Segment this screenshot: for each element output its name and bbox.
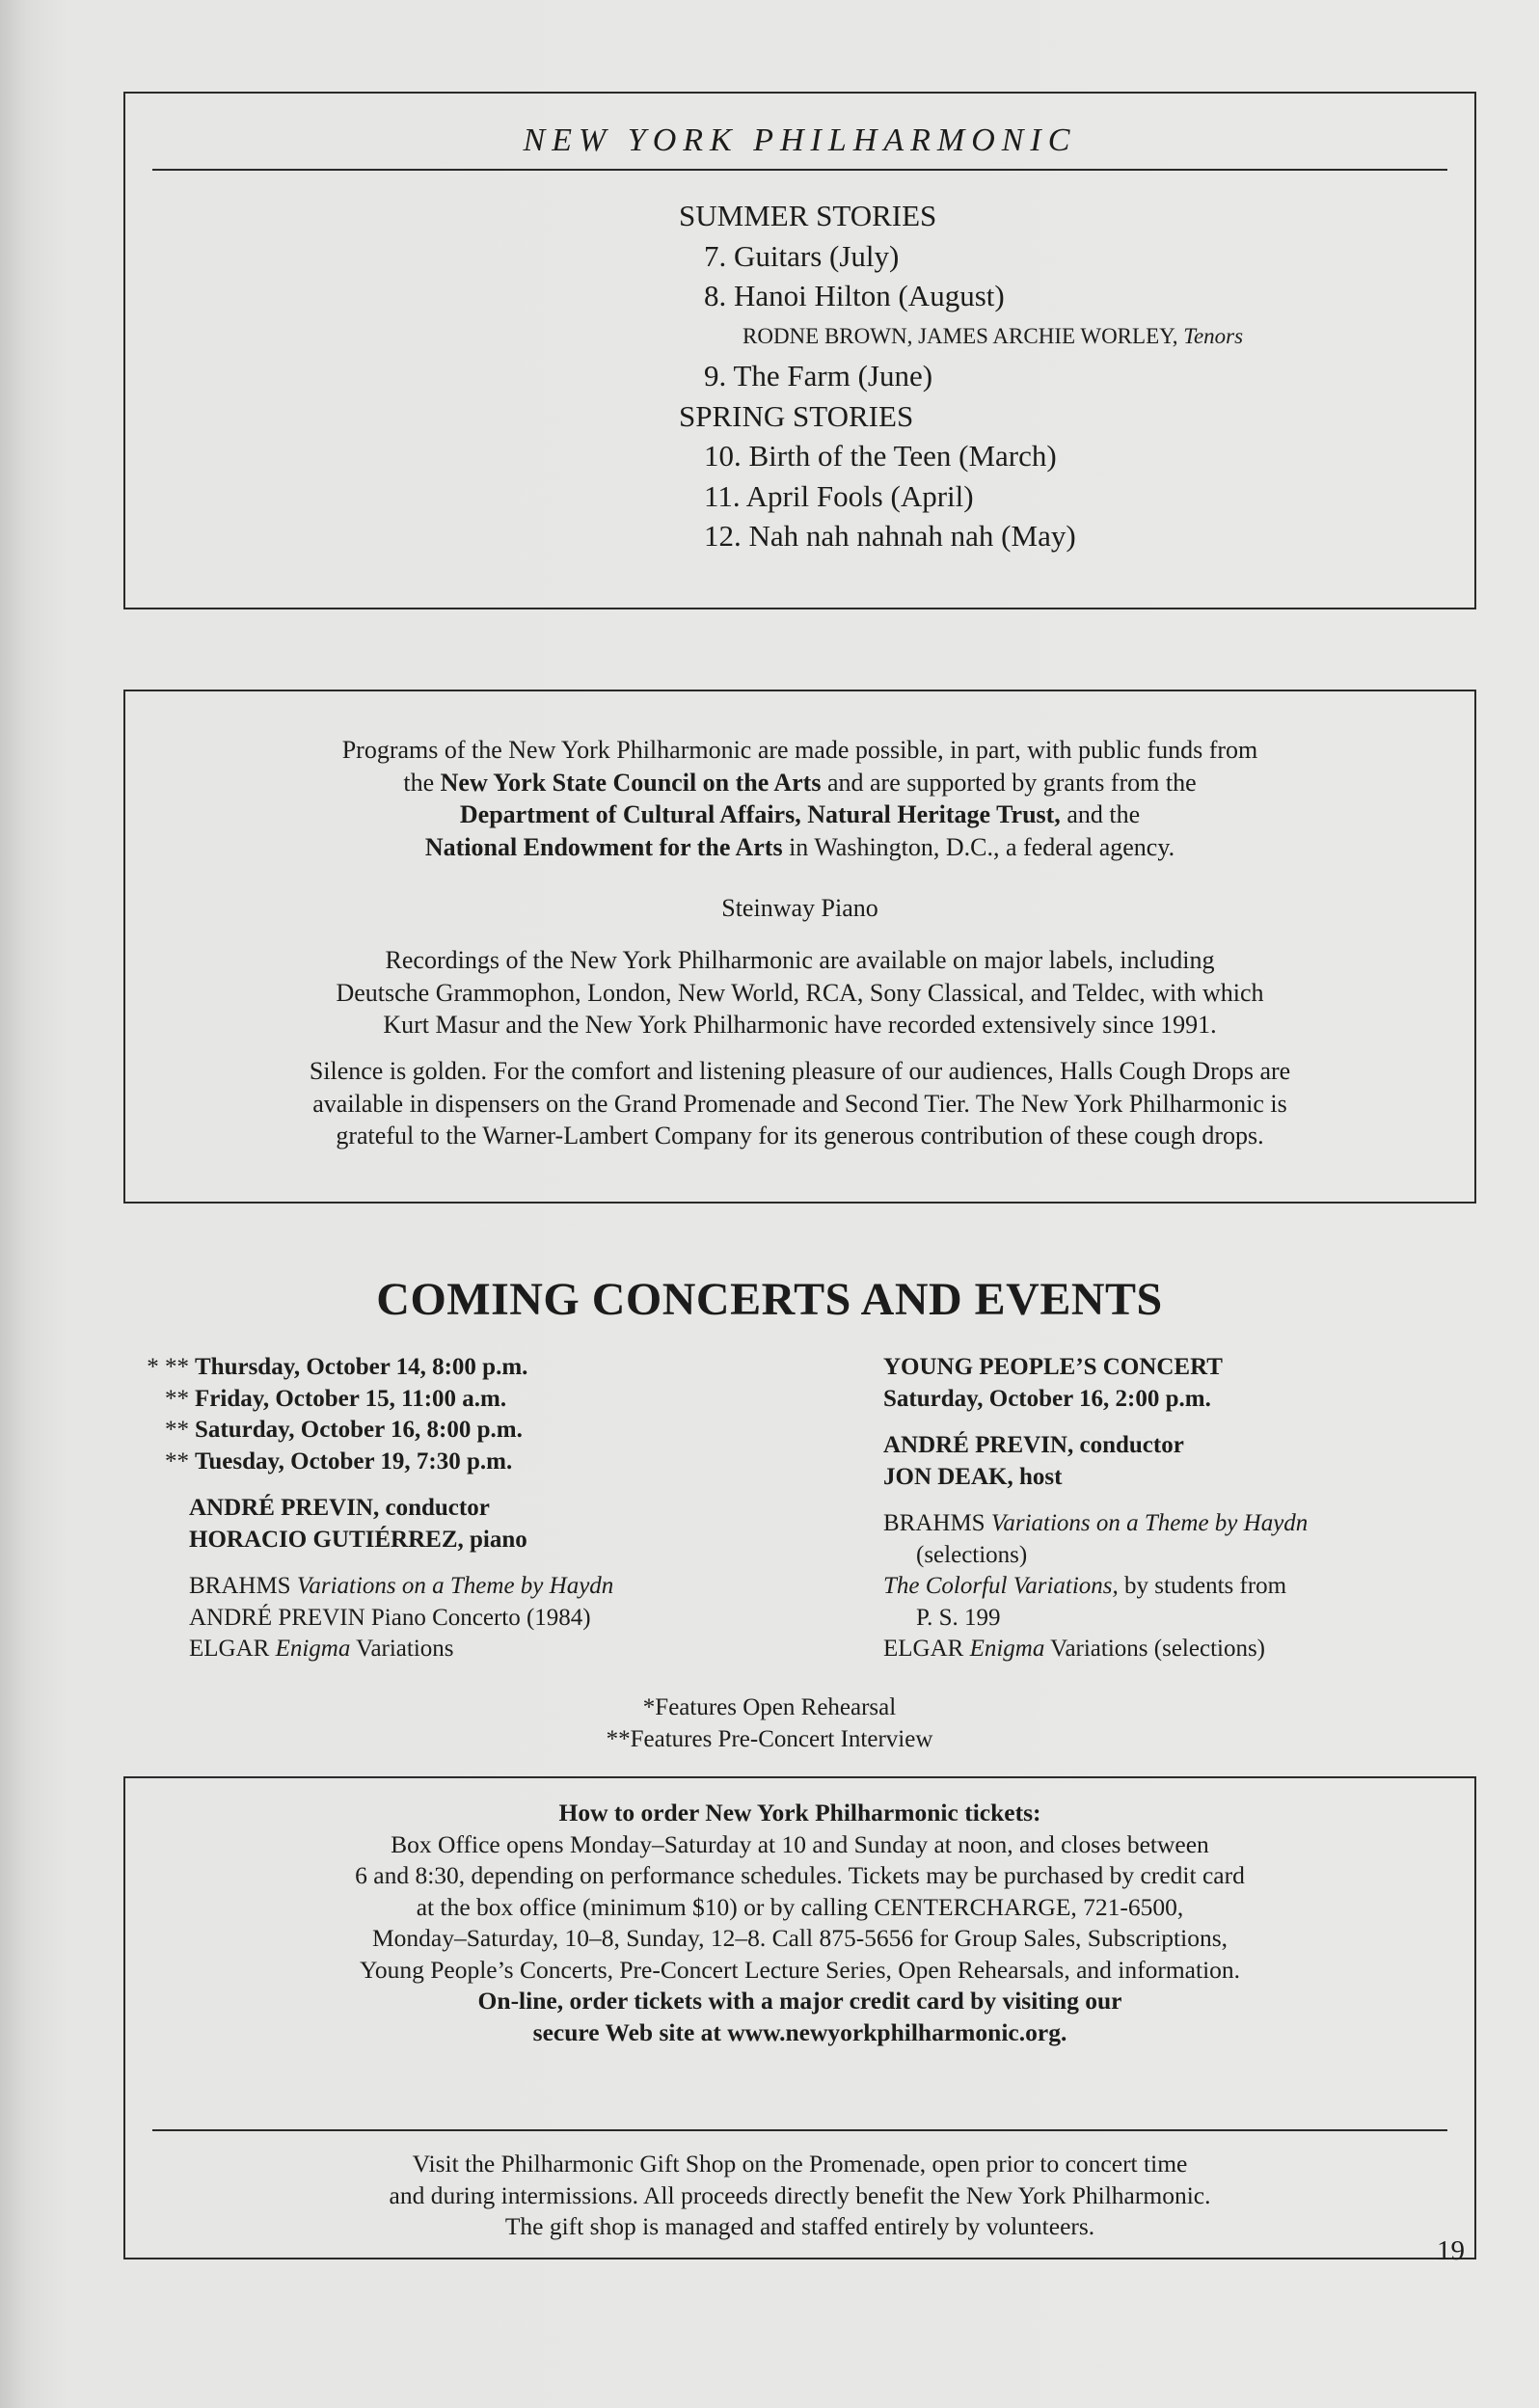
concert-footnotes — [0, 1692, 1539, 1755]
concert-date: ** Friday, October 15, 11:00 a.m. — [165, 1385, 507, 1412]
program-line: ELGAR Enigma Variations — [189, 1636, 454, 1662]
silence-line: grateful to the Warner-Lambert Company for its generous contribution of these cough drops. — [336, 1122, 1264, 1150]
heading-rule — [152, 169, 1447, 171]
tickets-title: How to order New York Philharmonic tickets: — [558, 1799, 1041, 1826]
online-line: secure Web site at www.newyorkphilharmonic.org. — [532, 2017, 1067, 2046]
silence-line: Silence is golden. For the comfort and listening pleasure of our audiences, Halls Cough Drops are — [309, 1057, 1291, 1085]
concert-date: ** Tuesday, October 19, 7:30 p.m. — [165, 1448, 513, 1475]
event-date: Saturday, October 16, 2:00 p.m. — [883, 1385, 1211, 1412]
concert-listing-right — [883, 1352, 1462, 1665]
performers-role: Tenors — [1183, 323, 1244, 348]
performers-names: RODNE BROWN, JAMES ARCHIE WORLEY, — [742, 323, 1178, 348]
funding-paragraph — [164, 734, 1436, 863]
artist-line: ANDRÉ PREVIN, conductor — [189, 1495, 490, 1521]
recordings-line: Recordings of the New York Philharmonic are available on major labels, including — [385, 946, 1215, 974]
list-item: SPRING STORIES — [679, 398, 914, 433]
coming-concerts-title: COMING CONCERTS AND EVENTS — [376, 1274, 1163, 1325]
performers-line — [679, 316, 1450, 357]
footnote: **Features Pre-Concert Interview — [606, 1725, 933, 1752]
gift-shop-section — [154, 2149, 1445, 2243]
event-name: YOUNG PEOPLE’S CONCERT — [883, 1354, 1223, 1380]
recordings-line: Deutsche Grammophon, London, New World, RCA, Sony Classical, and Teldec, with which — [336, 978, 1264, 1007]
recordings-line: Kurt Masur and the New York Philharmonic have recorded extensively since 1991. — [383, 1011, 1217, 1039]
list-item: 11. April Fools (April) — [704, 478, 974, 513]
silence-paragraph — [164, 1055, 1436, 1152]
concert-date: * ** Thursday, October 14, 8:00 p.m. — [147, 1354, 528, 1380]
tickets-line: Young People’s Concerts, Pre-Concert Lecture Series, Open Rehearsals, and information. — [359, 1955, 1241, 1984]
program-line: P. S. 199 — [916, 1604, 1001, 1631]
tickets-divider — [152, 2129, 1447, 2131]
program-line: ELGAR Enigma Variations (selections) — [883, 1636, 1266, 1662]
tickets-section — [154, 1798, 1445, 2048]
concert-date: ** Saturday, October 16, 8:00 p.m. — [165, 1417, 523, 1443]
funding-line: Department of Cultural Affairs, Natural Heritage Trust, and the — [459, 800, 1141, 828]
page-number: 19 — [1437, 2235, 1465, 2266]
funding-line: National Endowment for the Arts in Washington, D.C., a federal agency. — [424, 832, 1175, 861]
list-item: 12. Nah nah nahnah nah (May) — [704, 519, 1076, 553]
recordings-paragraph — [164, 944, 1436, 1042]
funding-line: Programs of the New York Philharmonic are made possible, in part, with public funds from — [341, 736, 1258, 764]
program-line: The Colorful Variations, by students from — [883, 1573, 1287, 1599]
gift-line: The gift shop is managed and staffed entirely by volunteers. — [504, 2212, 1095, 2240]
tickets-line: Box Office opens Monday–Saturday at 10 and Sunday at noon, and closes between — [391, 1829, 1209, 1858]
list-item: 7. Guitars (July) — [704, 238, 900, 273]
online-line: On-line, order tickets with a major credit card by visiting our — [477, 1987, 1122, 2015]
list-item: 8. Hanoi Hilton (August) — [704, 279, 1005, 312]
program-line: ANDRÉ PREVIN Piano Concerto (1984) — [189, 1604, 591, 1631]
list-item: 10. Birth of the Teen (March) — [704, 439, 1057, 473]
series-box — [123, 92, 1476, 609]
program-line: BRAHMS Variations on a Theme by Haydn — [189, 1573, 614, 1599]
artist-line: HORACIO GUTIÉRREZ, piano — [189, 1526, 527, 1553]
sponsors-box — [123, 690, 1476, 1204]
footnote: *Features Open Rehearsal — [642, 1694, 897, 1720]
tickets-line: 6 and 8:30, depending on performance schedules. Tickets may be purchased by credit card — [355, 1861, 1245, 1889]
gift-line: Visit the Philharmonic Gift Shop on the Promenade, open prior to concert time — [412, 2150, 1188, 2178]
list-item: SUMMER STORIES — [679, 199, 937, 232]
stories-list — [679, 196, 1450, 556]
list-item: 9. The Farm (June) — [704, 359, 933, 392]
gift-line: and during intermissions. All proceeds directly benefit the New York Philharmonic. — [389, 2180, 1211, 2209]
tickets-line: Monday–Saturday, 10–8, Sunday, 12–8. Call 875-5656 for Group Sales, Subscriptions, — [372, 1924, 1228, 1952]
tickets-line: at the box office (minimum $10) or by calling CENTERCHARGE, 721-6500, — [416, 1892, 1184, 1921]
funding-line: the New York State Council on the Arts and are supported by grants from the — [403, 768, 1197, 797]
tickets-box — [123, 1776, 1476, 2259]
artist-line: ANDRÉ PREVIN, conductor — [883, 1432, 1184, 1458]
steinway-line: Steinway Piano — [721, 894, 878, 922]
artist-line: JON DEAK, host — [883, 1463, 1063, 1490]
program-line: BRAHMS Variations on a Theme by Haydn — [883, 1510, 1309, 1536]
silence-line: available in dispensers on the Grand Promenade and Second Tier. The New York Philharmonic is — [312, 1089, 1287, 1118]
program-line: (selections) — [916, 1541, 1028, 1568]
concert-listing-left — [135, 1352, 868, 1665]
orchestra-heading: NEW YORK PHILHARMONIC — [523, 122, 1077, 158]
